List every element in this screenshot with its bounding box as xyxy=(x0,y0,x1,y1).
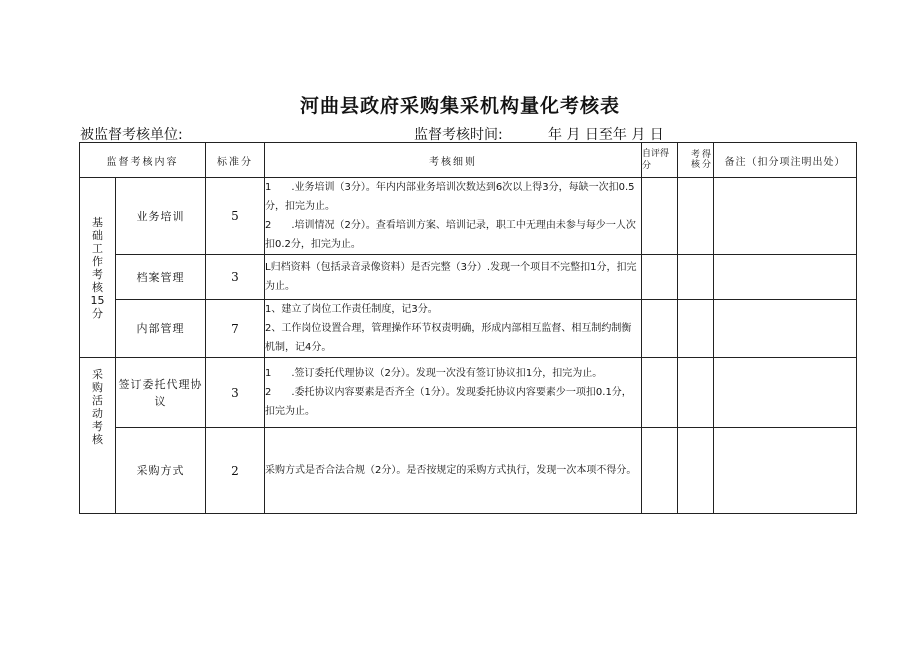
item-name: 档案管理 xyxy=(116,255,206,300)
header-assess-b: 核分 xyxy=(690,160,713,170)
assess-score-cell xyxy=(678,178,714,255)
self-score-cell xyxy=(642,255,678,300)
detail-cell: 1、建立了岗位工作责任制度，记3分。 2、工作岗位设置合理，管理操作环节权责明确，形成内部相互监督、相互制约制衡机制，记4分。 xyxy=(265,300,642,358)
assess-score-cell xyxy=(678,428,714,514)
standard-score: 5 xyxy=(206,178,265,255)
item-name: 内部管理 xyxy=(116,300,206,358)
assessment-table xyxy=(79,142,857,514)
remarks-cell xyxy=(714,428,857,514)
header-standard: 标准分 xyxy=(206,143,265,178)
header-assess-a: 考得 xyxy=(690,150,713,160)
supervision-time-label: 监督考核时间: xyxy=(414,127,503,143)
header-remarks: 备注（扣分项注明出处） xyxy=(714,143,857,178)
remarks-cell xyxy=(714,358,857,428)
detail-cell: 1 .业务培训（3分）。年内内部业务培训次数达到6次以上得3分，每缺一次扣0.5分，扣完为止。 2 .培训情况（2分）。查看培训方案、培训记录，职工中无理由未参与每少一人次扣0.2分，扣完为止。 xyxy=(265,178,642,255)
self-score-cell xyxy=(642,428,678,514)
remarks-cell xyxy=(714,300,857,358)
standard-score: 2 xyxy=(206,428,265,514)
remarks-cell xyxy=(714,178,857,255)
detail-cell: 采购方式是否合法合规（2分）。是否按规定的采购方式执行，发现一次本项不得分。 xyxy=(265,428,642,514)
detail-cell: 1 .签订委托代理协议（2分）。发现一次没有签订协议扣1分，扣完为止。 2 .委托协议内容要素是否齐全（1分）。发现委托协议内容要素少一项扣0.1分，扣完为止。 xyxy=(265,358,642,428)
assess-score-cell xyxy=(678,300,714,358)
table-row xyxy=(80,300,857,358)
header-self-score: 自评得分 xyxy=(642,143,678,178)
standard-score: 3 xyxy=(206,358,265,428)
supervised-unit-label: 被监督考核单位: xyxy=(80,127,183,143)
self-score-cell xyxy=(642,178,678,255)
category-procurement: 采 购 活 动 考 核 xyxy=(80,358,116,514)
date-range: 年 月 日至年 月 日 xyxy=(548,127,664,143)
item-name: 签订委托代理协议 xyxy=(116,358,206,428)
table-row xyxy=(80,428,857,514)
header-detail: 考核细则 xyxy=(265,143,642,178)
category-basic: 基 础 工 作 考 核 15 分 xyxy=(80,178,116,358)
table-row xyxy=(80,178,857,255)
remarks-cell xyxy=(714,255,857,300)
item-name: 业务培训 xyxy=(116,178,206,255)
table-row xyxy=(80,255,857,300)
self-score-cell xyxy=(642,358,678,428)
assess-score-cell xyxy=(678,358,714,428)
detail-cell: L归档资料（包括录音录像资料）是否完整（3分）.发现一个项目不完整扣1分，扣完为止。 xyxy=(265,255,642,300)
item-name: 采购方式 xyxy=(116,428,206,514)
standard-score: 7 xyxy=(206,300,265,358)
document-title: 河曲县政府采购集采机构量化考核表 xyxy=(299,95,620,117)
header-content: 监督考核内容 xyxy=(80,143,206,178)
standard-score: 3 xyxy=(206,255,265,300)
header-row xyxy=(80,143,857,178)
self-score-cell xyxy=(642,300,678,358)
table-row xyxy=(80,358,857,428)
header-assess xyxy=(678,143,714,178)
assess-score-cell xyxy=(678,255,714,300)
